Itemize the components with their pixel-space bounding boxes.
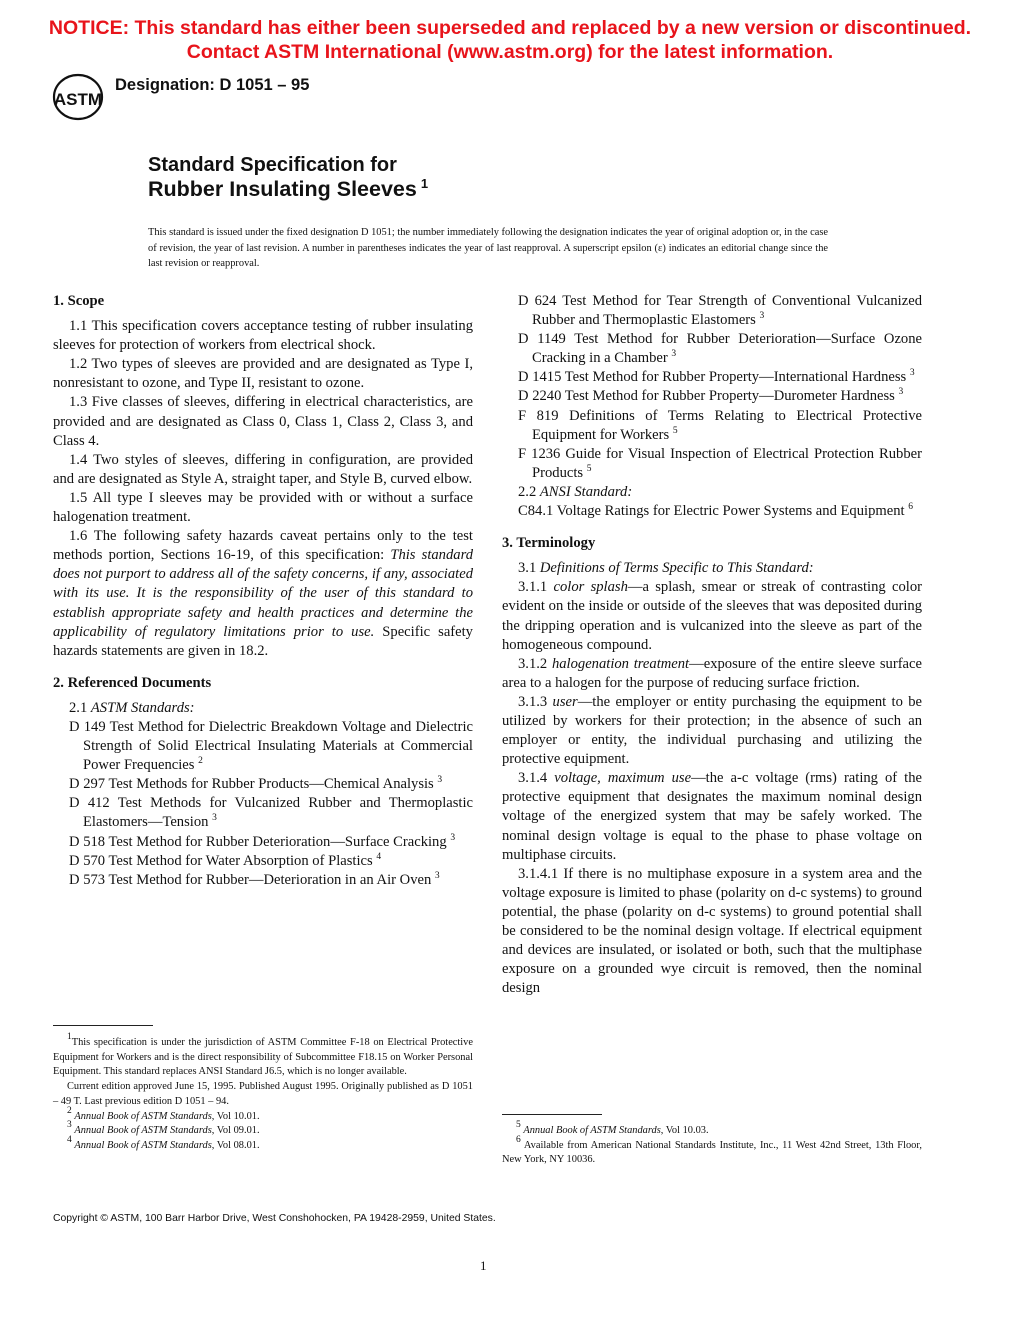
issued-note: This standard is issued under the fixed designation D 1051; the number immediately following the designation indicates the year of original adoption or, in the case of revision, the year of last revision. A number in parentheses indicates the year of last reapproval. A superscript epsilon (ε) indicates an editorial change since the last revision or reapproval. <box>148 227 829 269</box>
footnote-divider-left <box>53 1025 153 1026</box>
reference-item <box>502 387 922 406</box>
footnote-6 <box>502 1134 922 1168</box>
reference-text: D 1415 Test Method for Rubber Property—International Hardness <box>518 369 907 386</box>
footnote-volume: , Vol 10.03. <box>660 1125 709 1136</box>
definition-3-1-2 <box>502 655 922 693</box>
reference-text: D 518 Test Method for Rubber Deterioration—Surface Cracking <box>69 833 447 850</box>
reference-text: F 1236 Guide for Visual Inspection of Electrical Protection Rubber Products <box>518 445 922 481</box>
definition-text: —a splash, smear or streak of contrasting color evident on the inside or outside of the sleeves that was deposited during the dripping operation and is vulcanized into the sleeve as part of the homogeneous compound. <box>502 579 922 653</box>
reference-item <box>53 833 473 852</box>
reference-text: D 149 Test Method for Dielectric Breakdown Voltage and Dielectric Strength of Solid Electrical Insulating Materials at Commercial Power Frequencies <box>69 718 473 774</box>
footnote-mark: 6 <box>908 502 913 513</box>
definition-number: 3.1.1 <box>518 579 554 596</box>
reference-text: D 2240 Test Method for Rubber Property—Durometer Hardness <box>518 388 895 405</box>
p6-end: Specific safety hazards statements are given in 18.2. <box>53 623 473 659</box>
reference-item <box>53 775 473 794</box>
reference-text: D 624 Test Method for Tear Strength of Conventional Vulcanized Rubber and Thermoplastic Elastomers <box>518 293 922 329</box>
definition-term: color splash <box>553 579 628 596</box>
footnote-text: Available from American National Standards Institute, Inc., 11 West 42nd Street, 13th Floor, New York, NY 10036. <box>502 1139 922 1166</box>
p6-start: 1.6 The following safety hazards caveat pertains only to the test methods portion, Sections 16-19, of this specification: <box>53 528 473 564</box>
definition-number: 3.1.3 <box>518 693 553 710</box>
reference-text: D 570 Test Method for Water Absorption of Plastics <box>69 852 373 869</box>
definition-text: —the a-c voltage (rms) rating of the protective equipment that designates the maximum nominal design voltage of the energized system that may be safely worked. The nominal design voltage is equal to the phase to phase voltage on multiphase circuits. <box>502 770 922 863</box>
definition-term: user <box>552 693 578 710</box>
reference-item <box>53 871 473 890</box>
reference-text: D 1149 Test Method for Rubber Deterioration—Surface Ozone Cracking in a Chamber <box>518 331 922 367</box>
footnote-mark: 5 <box>586 463 592 474</box>
footnote-source: Annual Book of ASTM Standards <box>74 1139 212 1151</box>
paragraph-1-1: 1.1 This specification covers acceptance testing of rubber insulating sleeves for protection of workers from electrical shock. <box>53 318 473 354</box>
footnote-mark: 3 <box>671 349 677 360</box>
notice-line-2: Contact ASTM International (www.astm.org) for the latest information. <box>186 41 834 63</box>
page-number: 1 <box>480 1258 487 1273</box>
footnote-source: Annual Book of ASTM Standards <box>523 1125 661 1136</box>
definition-text: —the employer or entity purchasing the equipment to be utilized by workers for their protection; in the absence of such an employer or entity, the individual purchasing and utilizing the protective equipment. <box>502 693 922 768</box>
footnote-number: 5 <box>516 1120 521 1130</box>
footnote-number: 6 <box>516 1134 521 1145</box>
subsection-label: ANSI Standard: <box>539 483 633 500</box>
reference-text: C84.1 Voltage Ratings for Electric Power Systems and Equipment <box>518 503 905 520</box>
subsection-number: 2.1 <box>69 699 91 716</box>
footnote-mark: 3 <box>434 870 440 881</box>
footnote-mark: 3 <box>909 368 915 379</box>
reference-item <box>53 794 473 832</box>
footnote-source: Annual Book of ASTM Standards <box>74 1125 212 1137</box>
right-column <box>502 292 922 998</box>
footnote-mark: 3 <box>450 832 456 843</box>
reference-text: D 297 Test Methods for Rubber Products—Chemical Analysis <box>69 776 434 793</box>
reference-item <box>502 330 922 368</box>
reference-text: D 573 Test Method for Rubber—Deterioration in an Air Oven <box>69 871 432 888</box>
footnote-mark: 4 <box>376 851 382 862</box>
footnote-1 <box>53 1032 473 1080</box>
footnote-volume: , Vol 08.01. <box>211 1139 260 1151</box>
title-footnote-mark: 1 <box>420 176 429 191</box>
paragraph-1-6 <box>53 527 473 661</box>
footnote-3 <box>53 1120 473 1139</box>
reference-item <box>53 718 473 775</box>
footnote-divider-right <box>502 1114 602 1115</box>
footnote-volume: , Vol 10.01. <box>211 1110 260 1122</box>
svg-text:ASTM: ASTM <box>53 90 103 109</box>
footnotes-left <box>53 1032 473 1154</box>
footnote-mark: 3 <box>437 775 443 786</box>
footnote-5 <box>502 1120 922 1139</box>
paragraph-1-3: 1.3 Five classes of sleeves, differing in electrical characteristics, are provided and are designated as Class 0, Class 1, Class 2, Class 3, and Class 4. <box>53 394 473 449</box>
notice-line-1: NOTICE: This standard has either been superseded and replaced by a new version or discontinued. <box>48 17 972 39</box>
footnote-mark: 2 <box>198 756 203 767</box>
footnote-mark: 3 <box>898 387 904 398</box>
definition-text: —exposure of the entire sleeve surface area to a halogen for the purpose of reducing surface friction. <box>502 655 922 691</box>
footnote-mark: 3 <box>759 311 765 322</box>
section-heading-terminology: 3. Terminology <box>502 535 596 552</box>
safety-caveat: This standard does not purport to address all of the safety concerns, if any, associated with its use. It is the responsibility of the user of this standard to establish appropriate safety and health practices and determine the applicability of regulatory limitations prior to use. <box>53 547 473 640</box>
footnote-number: 2 <box>67 1105 72 1116</box>
paragraph-3-1-4-1: 3.1.4.1 If there is no multiphase exposure in a system area and the voltage exposure is limited to phase (polarity on d-c systems) to ground potential, the phase (polarity on d-c systems) to ground potential shall be considered to be the nominal design voltage. If electrical equipment and devices are insulated, or isolated or both, such that the multiphase exposure on a grounded wye circuit is removed, then the nominal design <box>502 865 922 997</box>
footnotes-right <box>502 1120 922 1168</box>
reference-item <box>502 407 922 445</box>
reference-text: D 412 Test Methods for Vulcanized Rubber and Thermoplastic Elastomers—Tension <box>69 795 473 831</box>
reference-item <box>502 368 922 387</box>
astm-logo-icon <box>52 73 104 121</box>
reference-item <box>502 502 922 521</box>
footnote-mark: 5 <box>672 425 678 436</box>
footnote-4 <box>53 1134 473 1154</box>
reference-item <box>53 852 473 871</box>
definition-number: 3.1.2 <box>518 655 552 672</box>
subsection-number: 3.1 <box>518 560 540 577</box>
footnote-1-continued: Current edition approved June 15, 1995. Published August 1995. Originally published as D 1051 – 49 T. Last previous edition D 1051 – 94. <box>53 1081 473 1107</box>
footnote-number: 3 <box>67 1120 72 1131</box>
footnote-volume: , Vol 09.01. <box>211 1125 260 1137</box>
reference-item <box>502 292 922 330</box>
definition-term: halogenation treatment <box>551 655 690 672</box>
definition-number: 3.1.4 <box>518 770 555 787</box>
subsection-2-1 <box>53 699 473 718</box>
subsection-2-2 <box>502 483 922 502</box>
definition-term: voltage, maximum use <box>554 770 692 787</box>
left-column <box>53 292 473 890</box>
subsection-label: Definitions of Terms Specific to This Standard: <box>539 560 814 577</box>
definition-3-1-4 <box>502 769 922 864</box>
footnote-2 <box>53 1105 473 1125</box>
title-line-1: Standard Specification for <box>148 154 397 176</box>
definition-3-1-3 <box>502 693 922 769</box>
designation: Designation: D 1051 – 95 <box>115 76 310 94</box>
footnote-source: Annual Book of ASTM Standards <box>74 1110 212 1122</box>
paragraph-1-4: 1.4 Two styles of sleeves, differing in configuration, are provided and are designated as Style A, straight taper, and Style B, curved elbow. <box>53 451 473 487</box>
copyright-notice: Copyright © ASTM, 100 Barr Harbor Drive, West Conshohocken, PA 19428-2959, United States. <box>53 1213 496 1224</box>
paragraph-1-5: 1.5 All type I sleeves may be provided with or without a surface halogenation treatment. <box>53 489 473 526</box>
title-line-2: Rubber Insulating Sleeves <box>148 177 417 201</box>
subsection-label: ASTM Standards: <box>90 699 195 716</box>
reference-item <box>502 445 922 483</box>
footnote-text: This specification is under the jurisdiction of ASTM Committee F-18 on Electrical Protective Equipment for Workers and is the direct responsibility of Subcommittee F18.15 on Worker Personal Equipment. This standard replaces ANSI Standard J6.5, which is no longer available. <box>53 1037 473 1078</box>
footnote-number: 4 <box>67 1134 72 1145</box>
section-heading-referenced-documents: 2. Referenced Documents <box>53 674 212 691</box>
page-title <box>148 177 428 202</box>
subsection-number: 2.2 <box>518 483 540 500</box>
paragraph-1-2: 1.2 Two types of sleeves are provided and are designated as Type I, nonresistant to ozone, and Type II, resistant to ozone. <box>53 356 473 392</box>
definition-3-1-1 <box>502 578 922 654</box>
subsection-3-1 <box>502 559 922 578</box>
footnote-mark: 3 <box>212 813 217 824</box>
footnote-number: 1 <box>67 1032 72 1042</box>
reference-text: F 819 Definitions of Terms Relating to Electrical Protective Equipment for Workers <box>518 407 922 443</box>
section-heading-scope: 1. Scope <box>53 293 105 309</box>
